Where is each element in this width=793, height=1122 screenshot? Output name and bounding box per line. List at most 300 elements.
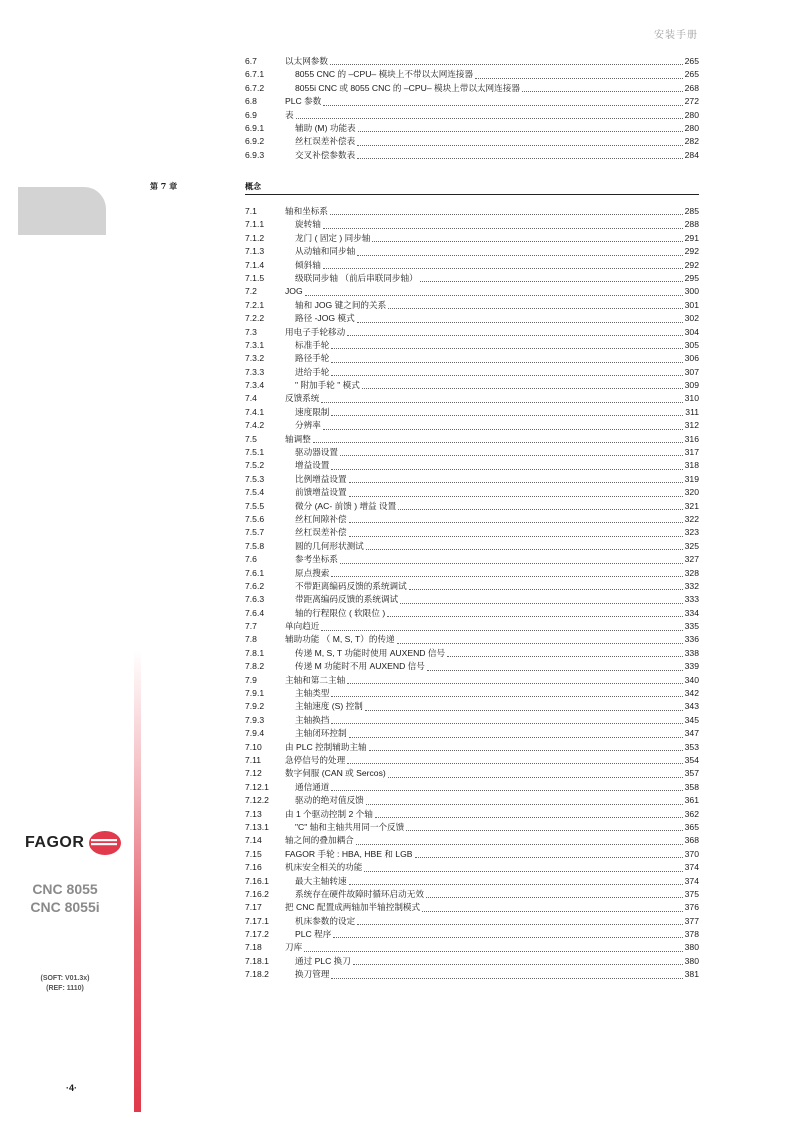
- toc-leader-dots: [362, 388, 683, 389]
- toc-leader-dots: [331, 978, 682, 979]
- toc-entry-title: 微分 (AC- 前馈 ) 增益 设置: [295, 500, 397, 511]
- toc-entry-number: 7.8: [245, 634, 257, 645]
- toc-entry-body: [285, 660, 685, 673]
- toc-entry-page: 280: [684, 109, 699, 120]
- toc-entry-title: 丝杠误差补偿: [295, 527, 347, 538]
- toc-entry-body: [285, 406, 685, 419]
- toc-entry-number: 6.9: [245, 109, 257, 120]
- toc-entry[interactable]: [245, 674, 699, 687]
- toc-entry[interactable]: [245, 122, 699, 135]
- toc-leader-dots: [422, 911, 683, 912]
- toc-entry-body: [285, 232, 685, 245]
- toc-entry-number: 7.15: [245, 848, 262, 859]
- toc-entry-title: 用电子手轮移动: [285, 326, 346, 337]
- toc-entry-body: [285, 848, 685, 861]
- toc-entry-number: 7.1.2: [245, 232, 265, 243]
- toc-entry-title: 系统存在硬件故障时循环启动无效: [295, 888, 424, 899]
- toc-entry[interactable]: [245, 781, 699, 794]
- toc-entry-body: [285, 486, 685, 499]
- toc-entry-title: 圆的几何形状测试: [295, 540, 364, 551]
- toc-leader-dots: [296, 118, 683, 119]
- toc-leader-dots: [357, 255, 682, 256]
- toc-entry-title: 交叉补偿参数表: [295, 149, 356, 160]
- toc-entry-title: 分辨率: [295, 420, 321, 431]
- toc-entry[interactable]: [245, 433, 699, 446]
- toc-entry[interactable]: [245, 366, 699, 379]
- toc-entry-title: 参考坐标系: [295, 554, 338, 565]
- toc-entry-number: 7.13.1: [245, 821, 269, 832]
- toc-entry-page: 307: [684, 366, 699, 377]
- toc-entry[interactable]: [245, 915, 699, 928]
- toc-entry-title: 急停信号的处理: [285, 755, 346, 765]
- toc-entry-title: 原点搜索: [295, 567, 330, 578]
- toc-leader-dots: [426, 897, 683, 898]
- toc-leader-dots: [409, 589, 683, 590]
- toc-entry[interactable]: [245, 767, 699, 780]
- toc-entry[interactable]: [245, 700, 699, 713]
- chapter-label: 第 7 章: [150, 181, 178, 191]
- toc-entry-number: 7.4: [245, 393, 257, 404]
- toc-entry-body: [285, 647, 685, 660]
- toc-entry[interactable]: [245, 968, 699, 981]
- toc-entry[interactable]: [245, 218, 699, 231]
- toc-entry-title: 单向趋近: [285, 621, 320, 632]
- toc-entry-number: 7.12.1: [245, 781, 269, 792]
- toc-entry-body: [285, 593, 685, 606]
- toc-entry[interactable]: [245, 68, 699, 81]
- toc-entry-body: [285, 861, 685, 874]
- page-number: ·4·: [66, 1083, 77, 1093]
- toc-entry-number: 7.2: [245, 286, 257, 297]
- toc-leader-dots: [475, 78, 683, 79]
- toc-entry-page: 302: [684, 313, 699, 324]
- toc-entry-title: 由 1 个驱动控制 2 个轴: [285, 808, 373, 819]
- toc-entry-title: 主轴速度 (S) 控制: [295, 701, 363, 712]
- toc-entry-page: 288: [684, 219, 699, 230]
- toc-leader-dots: [372, 241, 682, 242]
- toc-entry-title: 轴调整: [285, 433, 311, 444]
- toc-entry[interactable]: [245, 834, 699, 847]
- toc-entry-page: 328: [684, 567, 699, 578]
- toc-leader-dots: [347, 763, 682, 764]
- toc-leader-dots: [349, 536, 683, 537]
- toc-entry[interactable]: [245, 593, 699, 606]
- toc-entry-number: 7.5.7: [245, 527, 265, 538]
- toc-entry-number: 7.4.2: [245, 420, 265, 431]
- toc-entry[interactable]: [245, 419, 699, 432]
- toc-entry-body: [285, 700, 685, 713]
- toc-entry-title: 轴和坐标系: [285, 205, 328, 216]
- toc-entry-body: [285, 915, 685, 928]
- toc-leader-dots: [331, 790, 682, 791]
- toc-entry-number: 7.5.3: [245, 473, 265, 484]
- toc-entry-page: 336: [684, 634, 699, 645]
- toc-entry-title: JOG: [285, 286, 303, 297]
- toc-entry-title: 辅助功能 （ M, S, T）的传递: [285, 634, 395, 645]
- toc-entry[interactable]: [245, 540, 699, 553]
- toc-entry[interactable]: [245, 580, 699, 593]
- toc-entry-number: 7.5.1: [245, 447, 265, 458]
- toc-entry[interactable]: [245, 754, 699, 767]
- toc-entry-body: [285, 473, 685, 486]
- toc-entry-number: 7.9: [245, 674, 257, 685]
- toc-entry-body: [285, 741, 685, 754]
- toc-entry-number: 7.7: [245, 621, 257, 632]
- toc-entry[interactable]: [245, 526, 699, 539]
- toc-entry[interactable]: [245, 513, 699, 526]
- toc-leader-dots: [522, 91, 683, 92]
- toc-entry-number: 7.16.2: [245, 888, 269, 899]
- toc-leader-dots: [447, 656, 683, 657]
- toc-leader-dots: [349, 522, 683, 523]
- toc-entry-number: 7.14: [245, 835, 262, 846]
- toc-entry-page: 332: [684, 580, 699, 591]
- toc-entry-number: 7.6.4: [245, 607, 265, 618]
- toc-entry[interactable]: [245, 687, 699, 700]
- toc-entry-title: 龙门 ( 固定 ) 同步轴: [295, 232, 371, 243]
- toc-leader-dots: [347, 683, 682, 684]
- toc-entry-page: 377: [684, 915, 699, 926]
- toc-entry-number: 7.3.4: [245, 380, 265, 391]
- toc-entry-page: 339: [684, 661, 699, 672]
- toc-entry[interactable]: [245, 205, 699, 218]
- toc-entry-body: [285, 68, 685, 81]
- toc-entry[interactable]: [245, 109, 699, 122]
- toc-entry-page: 340: [684, 674, 699, 685]
- toc-entry-body: [285, 687, 685, 700]
- toc-entry[interactable]: [245, 794, 699, 807]
- toc-entry-body: [285, 285, 685, 298]
- toc-entry[interactable]: [245, 232, 699, 245]
- toc-entry[interactable]: [245, 149, 699, 162]
- toc-entry-number: 7.5: [245, 433, 257, 444]
- toc-entry-number: 7.5.8: [245, 540, 265, 551]
- toc-entry-body: [285, 808, 685, 821]
- toc-entry-body: [285, 727, 685, 740]
- toc-entry[interactable]: [245, 567, 699, 580]
- toc-entry-page: 319: [684, 473, 699, 484]
- toc-leader-dots: [366, 549, 683, 550]
- toc-entry[interactable]: [245, 821, 699, 834]
- toc-entry-number: 7.18.1: [245, 955, 269, 966]
- toc-entry-title: 通信通道: [295, 781, 330, 792]
- toc-entry[interactable]: [245, 727, 699, 740]
- toc-entry-body: [285, 580, 685, 593]
- toc-entry-number: 7.1.5: [245, 272, 265, 283]
- toc-entry-page: 280: [684, 122, 699, 133]
- toc-entry-page: 335: [684, 621, 699, 632]
- toc-entry-title: 倾斜轴: [295, 259, 321, 270]
- toc-entry-body: [285, 607, 685, 620]
- toc-entry-body: [285, 339, 685, 352]
- toc-entry-title: 速度限制: [295, 406, 330, 417]
- toc-entry-page: 300: [684, 286, 699, 297]
- toc-entry[interactable]: [245, 861, 699, 874]
- toc-entry[interactable]: [245, 928, 699, 941]
- toc-entry-body: [285, 122, 685, 135]
- toc-entry-body: [285, 312, 685, 325]
- toc-entry[interactable]: [245, 660, 699, 673]
- toc-entry[interactable]: [245, 446, 699, 459]
- toc-entry-title: 丝杠误差补偿表: [295, 136, 356, 147]
- toc-entry-page: 301: [684, 299, 699, 310]
- toc-entry-body: [285, 553, 685, 566]
- toc-leader-dots: [427, 670, 683, 671]
- toc-entry[interactable]: [245, 553, 699, 566]
- toc-entry[interactable]: [245, 339, 699, 352]
- toc-entry-title: 增益设置: [295, 460, 330, 471]
- toc-entry-body: [285, 245, 685, 258]
- toc-leader-dots: [323, 228, 683, 229]
- toc-entry-title: 驱动器设置: [295, 447, 338, 458]
- toc-entry-title: 换刀管理: [295, 969, 330, 980]
- toc-entry-title: 丝杠间隙补偿: [295, 513, 347, 524]
- toc-entry-body: [285, 941, 685, 954]
- toc-entry-body: [285, 955, 685, 968]
- toc-entry-page: 380: [684, 942, 699, 953]
- toc-leader-dots: [420, 281, 683, 282]
- toc-entry-body: [285, 459, 685, 472]
- toc-entry-body: [285, 135, 685, 148]
- toc-entry[interactable]: [245, 473, 699, 486]
- toc-leader-dots: [357, 158, 682, 159]
- toc-entry-body: [285, 218, 685, 231]
- toc-entry-number: 7.11: [245, 755, 262, 765]
- toc-entry[interactable]: [245, 272, 699, 285]
- reference-code: (REF: 1110): [46, 985, 84, 992]
- toc-entry[interactable]: [245, 259, 699, 272]
- toc-entry[interactable]: [245, 459, 699, 472]
- toc-entry-page: 368: [684, 835, 699, 846]
- toc-entry-title: "C" 轴和主轴共用同一个反馈: [295, 821, 405, 832]
- toc-entry-number: 7.18.2: [245, 969, 269, 980]
- toc-entry-page: 374: [684, 875, 699, 886]
- toc-entry-title: 主轴换挡: [295, 714, 330, 725]
- toc-entry-page: 375: [684, 888, 699, 899]
- toc-entry-number: 7.9.3: [245, 714, 265, 725]
- toc-entry-number: 6.9.2: [245, 136, 265, 147]
- toc-leader-dots: [305, 295, 683, 296]
- toc-entry-body: [285, 901, 685, 914]
- toc-entry-number: 6.7.1: [245, 69, 265, 80]
- toc-entry-number: 7.2.2: [245, 313, 265, 324]
- toc-entry-number: 7.12.2: [245, 795, 269, 806]
- toc-entry-number: 7.6.2: [245, 580, 265, 591]
- toc-entry-number: 7.18: [245, 942, 262, 953]
- toc-entry-number: 7.3.3: [245, 366, 265, 377]
- toc-entry-number: 7.6: [245, 554, 257, 565]
- toc-entry[interactable]: [245, 285, 699, 298]
- toc-entry[interactable]: [245, 95, 699, 108]
- toc-entry-title: 刀库: [285, 942, 303, 953]
- toc-leader-dots: [331, 469, 682, 470]
- toc-entry[interactable]: [245, 848, 699, 861]
- toc-leader-dots: [323, 268, 683, 269]
- toc-entry-title: 级联同步轴 （前后串联同步轴）: [295, 272, 418, 283]
- toc-entry-title: 带距离编码反馈的系统调试: [295, 594, 399, 605]
- toc-entry[interactable]: [245, 741, 699, 754]
- toc-leader-dots: [331, 375, 682, 376]
- toc-entry-title: PLC 参数: [285, 96, 322, 107]
- toc-entry[interactable]: [245, 392, 699, 405]
- toc-entry-title: FAGOR 手轮 : HBA, HBE 和 LGB: [285, 848, 413, 859]
- toc-entry[interactable]: [245, 379, 699, 392]
- toc-entry-number: 7.5.5: [245, 500, 265, 511]
- toc-entry-page: 380: [684, 955, 699, 966]
- toc-entry-page: 316: [684, 433, 699, 444]
- toc-leader-dots: [398, 509, 682, 510]
- software-version: (SOFT: V01.3x): [40, 975, 90, 982]
- toc-entry-number: 7.10: [245, 741, 262, 752]
- toc-entry-page: 284: [684, 149, 699, 160]
- toc-entry-body: [285, 259, 685, 272]
- toc-leader-dots: [388, 777, 683, 778]
- toc-entry-page: 322: [684, 513, 699, 524]
- toc-entry[interactable]: [245, 299, 699, 312]
- toc-leader-dots: [323, 105, 682, 106]
- toc-entry[interactable]: [245, 955, 699, 968]
- toc-entry[interactable]: [245, 500, 699, 513]
- toc-entry[interactable]: [245, 888, 699, 901]
- toc-entry-page: 320: [684, 487, 699, 498]
- toc-leader-dots: [313, 442, 683, 443]
- toc-entry-title: 旋转轴: [295, 219, 321, 230]
- toc-entry-body: [285, 754, 685, 767]
- toc-entry-number: 7.5.2: [245, 460, 265, 471]
- toc-leader-dots: [357, 322, 683, 323]
- toc-leader-dots: [331, 362, 682, 363]
- toc-entry[interactable]: [245, 607, 699, 620]
- toc-entry-body: [285, 674, 685, 687]
- toc-entry-title: " 附加手轮 " 模式: [295, 380, 360, 391]
- toc-entry-body: [285, 149, 685, 162]
- toc-section-6: [245, 55, 699, 162]
- toc-entry[interactable]: [245, 941, 699, 954]
- toc-entry-page: 381: [684, 969, 699, 980]
- toc-leader-dots: [340, 455, 683, 456]
- toc-entry[interactable]: [245, 620, 699, 633]
- toc-entry-page: 362: [684, 808, 699, 819]
- toc-leader-dots: [357, 924, 682, 925]
- toc-entry-page: 272: [684, 96, 699, 107]
- toc-entry-number: 7.12: [245, 768, 262, 779]
- toc-leader-dots: [366, 804, 683, 805]
- toc-entry-page: 361: [684, 795, 699, 806]
- toc-entry-number: 7.8.1: [245, 647, 265, 658]
- toc-entry-title: 驱动的绝对值反馈: [295, 795, 364, 806]
- toc-entry-page: 338: [684, 647, 699, 658]
- toc-leader-dots: [356, 844, 683, 845]
- toc-entry[interactable]: [245, 647, 699, 660]
- toc-leader-dots: [353, 964, 683, 965]
- toc-entry[interactable]: [245, 55, 699, 68]
- toc-entry-title: 8055i CNC 或 8055 CNC 的 –CPU– 模块上带以太网连接器: [295, 82, 520, 93]
- toc-entry-page: 265: [684, 55, 699, 66]
- toc-entry-title: 前馈增益设置: [295, 487, 347, 498]
- toc-entry-body: [285, 433, 685, 446]
- toc-entry[interactable]: [245, 312, 699, 325]
- toc-entry-number: 7.9.1: [245, 688, 265, 699]
- toc-leader-dots: [323, 429, 683, 430]
- toc-entry-body: [285, 326, 685, 339]
- fagor-emblem-icon: [88, 830, 122, 856]
- toc-leader-dots: [349, 884, 683, 885]
- toc-entry-number: 7.16: [245, 862, 262, 873]
- toc-entry-title: 主轴闭环控制: [295, 728, 347, 739]
- chapter-tab: [18, 187, 106, 235]
- toc-entry[interactable]: [245, 82, 699, 95]
- toc-entry-title: 表: [285, 109, 294, 120]
- toc-leader-dots: [349, 482, 683, 483]
- toc-leader-dots: [331, 723, 682, 724]
- toc-leader-dots: [397, 643, 683, 644]
- toc-entry-body: [285, 540, 685, 553]
- toc-entry[interactable]: [245, 135, 699, 148]
- toc-entry-body: [285, 392, 685, 405]
- toc-entry[interactable]: [245, 714, 699, 727]
- toc-entry[interactable]: [245, 901, 699, 914]
- toc-entry-number: 7.17.1: [245, 915, 269, 926]
- toc-entry-number: 7.3.2: [245, 353, 265, 364]
- toc-entry-page: 345: [684, 714, 699, 725]
- toc-entry-page: 342: [684, 688, 699, 699]
- toc-leader-dots: [304, 951, 682, 952]
- toc-entry[interactable]: [245, 406, 699, 419]
- toc-leader-dots: [415, 857, 683, 858]
- fagor-logo: [25, 830, 122, 856]
- toc-entry-body: [285, 500, 685, 513]
- toc-entry[interactable]: [245, 808, 699, 821]
- toc-leader-dots: [349, 737, 683, 738]
- toc-entry-number: 6.9.3: [245, 149, 265, 160]
- toc-leader-dots: [333, 937, 682, 938]
- toc-entry-page: 292: [684, 259, 699, 270]
- toc-entry-title: 传递 M, S, T 功能时使用 AUXEND 信号: [295, 647, 446, 658]
- toc-entry-body: [285, 55, 685, 68]
- toc-leader-dots: [331, 696, 682, 697]
- toc-entry-number: 7.1: [245, 205, 257, 216]
- toc-entry-page: 325: [684, 540, 699, 551]
- toc-entry-title: 由 PLC 控制辅助主轴: [285, 741, 367, 752]
- toc-entry-number: 7.5.6: [245, 513, 265, 524]
- toc-entry[interactable]: [245, 352, 699, 365]
- toc-entry-body: [285, 95, 685, 108]
- toc-entry-body: [285, 968, 685, 981]
- toc-entry-title: 8055 CNC 的 –CPU– 模块上不带以太网连接器: [295, 69, 474, 80]
- toc-entry-body: [285, 834, 685, 847]
- toc-entry-number: 7.4.1: [245, 406, 265, 417]
- toc-entry-page: 312: [684, 420, 699, 431]
- toc-entry[interactable]: [245, 486, 699, 499]
- toc-entry[interactable]: [245, 875, 699, 888]
- toc-entry-title: 轴的行程限位 ( 软限位 ): [295, 607, 386, 618]
- toc-entry-number: 7.2.1: [245, 299, 265, 310]
- toc-leader-dots: [365, 710, 683, 711]
- toc-entry[interactable]: [245, 245, 699, 258]
- toc-entry[interactable]: [245, 634, 699, 647]
- toc-entry-body: [285, 205, 685, 218]
- toc-leader-dots: [321, 630, 682, 631]
- toc-entry-page: 357: [684, 768, 699, 779]
- toc-leader-dots: [358, 131, 683, 132]
- toc-entry-page: 292: [684, 246, 699, 257]
- toc-entry-number: 6.9.1: [245, 122, 265, 133]
- toc-leader-dots: [369, 750, 683, 751]
- toc-entry-number: 6.7.2: [245, 82, 265, 93]
- toc-leader-dots: [330, 214, 683, 215]
- toc-entry[interactable]: [245, 326, 699, 339]
- toc-entry-page: 353: [684, 741, 699, 752]
